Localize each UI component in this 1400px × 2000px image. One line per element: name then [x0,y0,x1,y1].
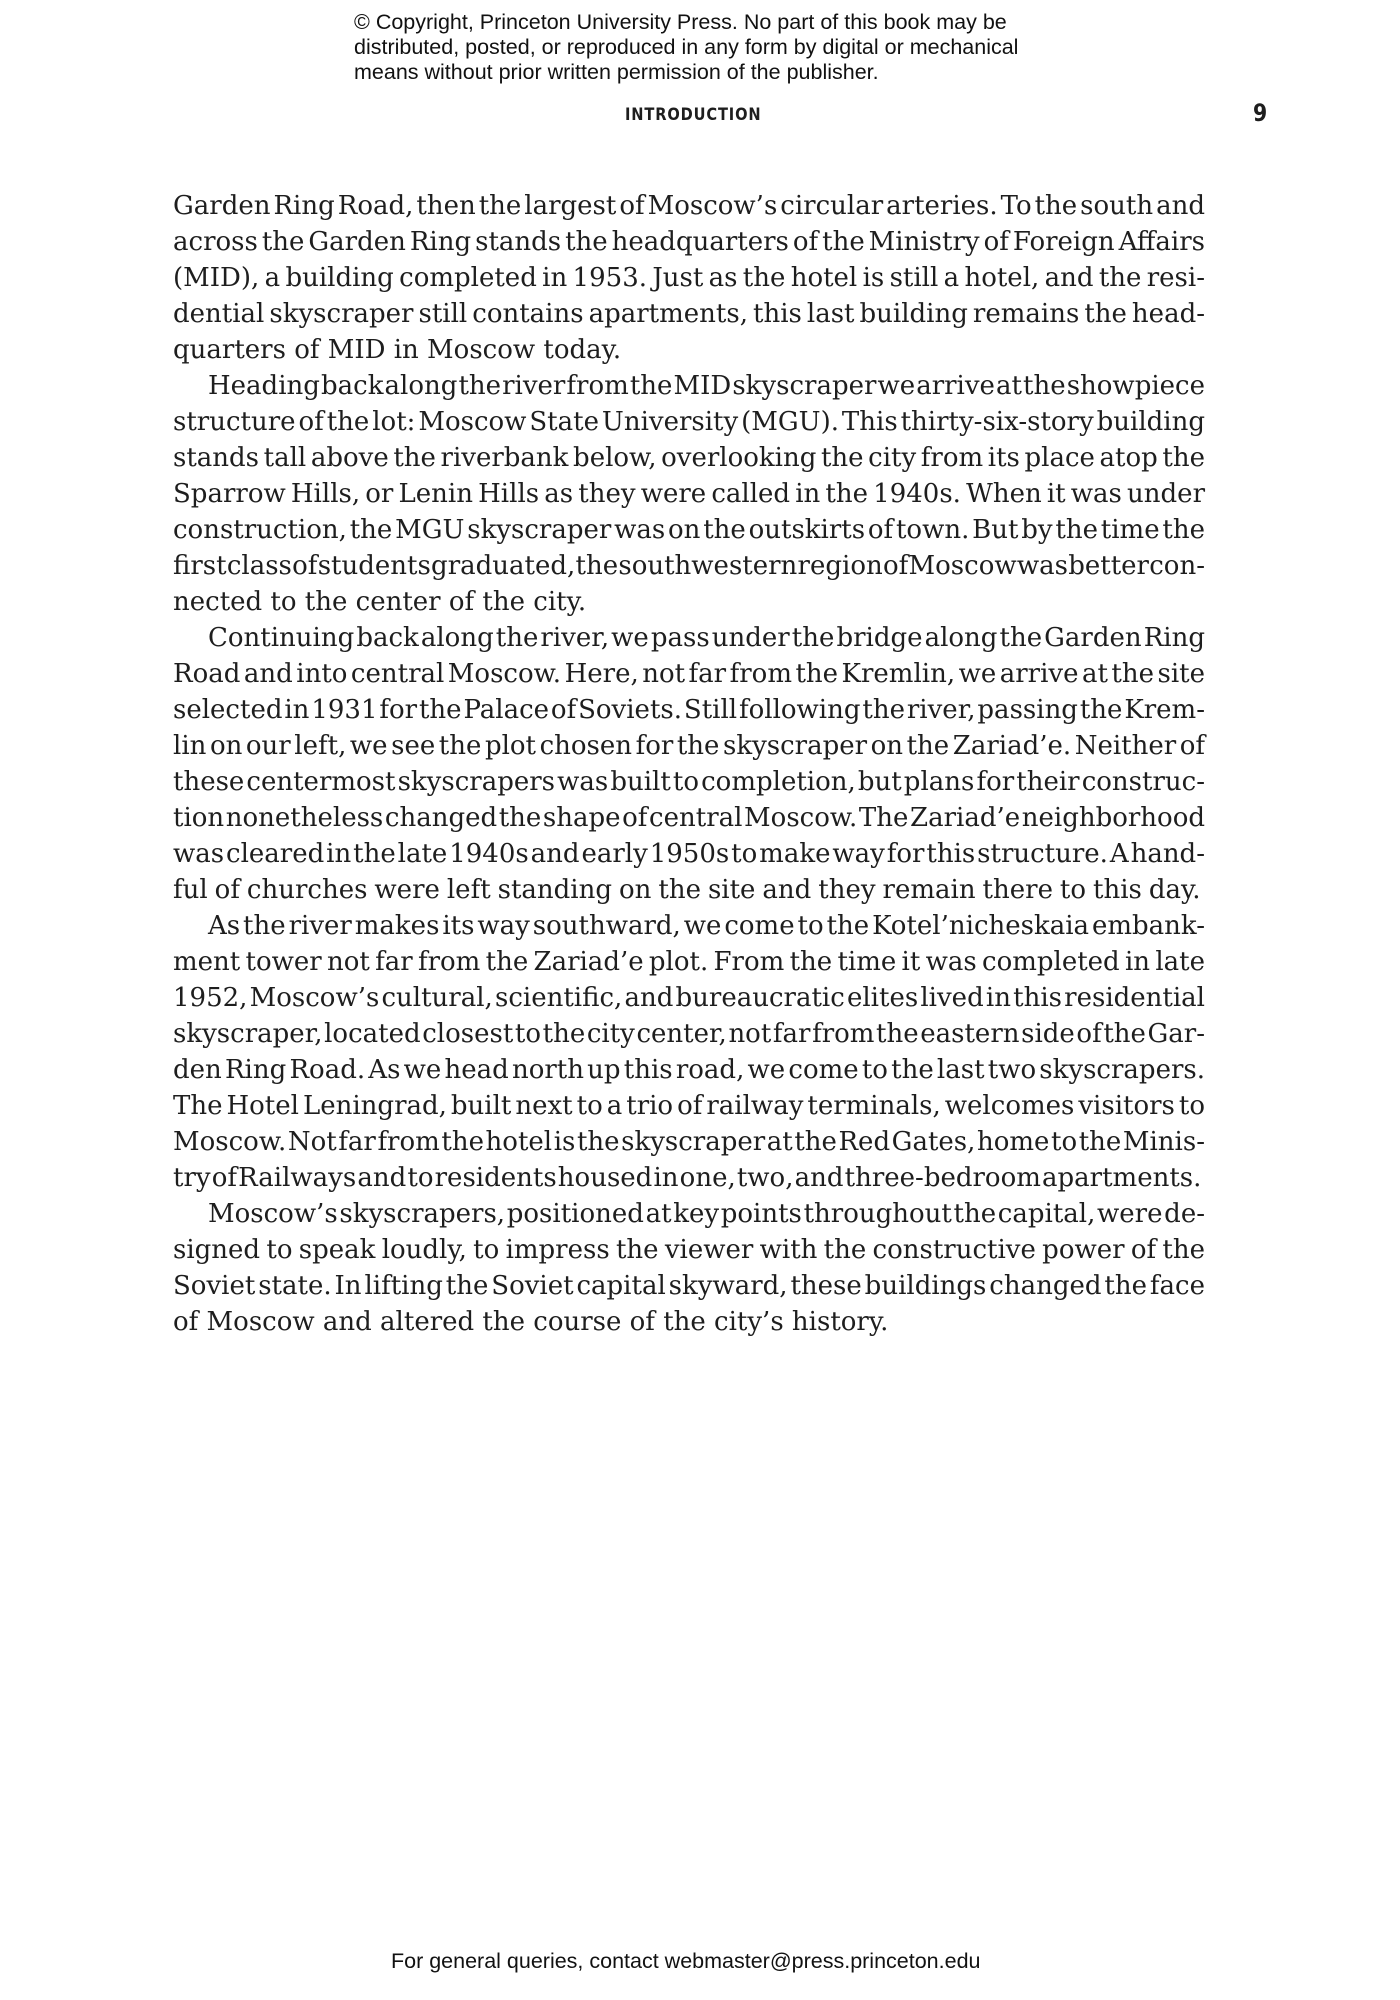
text-line: nected to the center of the city. [173,587,587,617]
text-line: of Moscow and altered the course of the city’s history. [173,1307,889,1337]
copyright-line: means without prior written permission of the publisher. [354,60,879,84]
text-line: Continuing back along the river, we pass under the bridge along the Garden Ring [208,623,1205,653]
text-line: structure of the lot: Moscow State University (MGU). This thirty-six-story building [173,407,1205,437]
text-line: Sparrow Hills, or Lenin Hills as they were called in the 1940s. When it was under [173,479,1205,509]
text-line: Moscow’s skyscrapers, positioned at key points throughout the capital, were de- [208,1199,1205,1229]
text-line: stands tall above the riverbank below, overlooking the city from its place atop the [173,443,1205,473]
text-line: Moscow. Not far from the hotel is the skyscraper at the Red Gates, home to the Minis- [173,1127,1205,1157]
paragraph [173,908,1205,1196]
text-line: den Ring Road. As we head north up this road, we come to the last two skyscrapers. [173,1055,1205,1085]
text-line: construction, the MGU skyscraper was on the outskirts of town. But by the time the [173,515,1205,545]
text-line: Soviet state. In lifting the Soviet capital skyward, these buildings changed the face [173,1271,1205,1301]
paragraph [173,1196,1205,1340]
text-line: dential skyscraper still contains apartments, this last building remains the head- [173,299,1205,329]
text-line: selected in 1931 for the Palace of Soviets. Still following the river, passing the Krem- [173,695,1205,725]
text-line: (MID), a building completed in 1953. Just as the hotel is still a hotel, and the resi- [173,263,1205,293]
paragraph [173,620,1205,908]
text-line: Road and into central Moscow. Here, not far from the Kremlin, we arrive at the site [173,659,1205,689]
text-line: 1952, Moscow’s cultural, scientific, and bureaucratic elites lived in this residential [173,983,1205,1013]
footer-contact: For general queries, contact webmaster@press.princeton.edu [391,1949,981,1973]
copyright-notice [354,10,1114,85]
text-line: The Hotel Leningrad, built next to a trio of railway terminals, welcomes visitors to [173,1091,1205,1121]
paragraph [173,368,1205,620]
text-line: ful of churches were left standing on the site and they remain there to this day. [173,875,1201,905]
copyright-line: © Copyright, Princeton University Press. No part of this book may be [354,10,1007,34]
text-line: tion nonetheless changed the shape of central Moscow. The Zariad’e neighborhood [173,803,1205,833]
text-line: try of Railways and to residents housed in one, two, and three-bedroom apartments. [173,1163,1202,1193]
copyright-line: distributed, posted, or reproduced in any form by digital or mechanical [354,35,1019,59]
text-line: skyscraper, located closest to the city center, not far from the eastern side of the Gar- [173,1019,1205,1049]
text-line: ment tower not far from the Zariad’e plot. From the time it was completed in late [173,947,1205,977]
text-line: was cleared in the late 1940s and early 1950s to make way for this structure. A hand- [173,839,1205,869]
page-number: 9 [1253,99,1268,127]
text-line: across the Garden Ring stands the headquarters of the Ministry of Foreign Affairs [173,227,1205,257]
paragraph [173,188,1205,368]
text-line: As the river makes its way southward, we come to the Kotel’nicheskaia embank- [208,911,1205,941]
body-text [173,188,1205,1340]
text-line: first class of students graduated, the southwestern region of Moscow was better con- [173,551,1205,581]
running-head: INTRODUCTION [625,105,762,125]
text-line: these centermost skyscrapers was built to completion, but plans for their construc- [173,767,1205,797]
text-line: Heading back along the river from the MID skyscraper we arrive at the showpiece [208,371,1205,401]
text-line: Garden Ring Road, then the largest of Moscow’s circular arteries. To the south and [173,191,1205,221]
text-line: quarters of MID in Moscow today. [173,335,622,365]
text-line: signed to speak loudly, to impress the viewer with the constructive power of the [173,1235,1205,1265]
text-line: lin on our left, we see the plot chosen for the skyscraper on the Zariad’e. Neither of [173,731,1205,761]
